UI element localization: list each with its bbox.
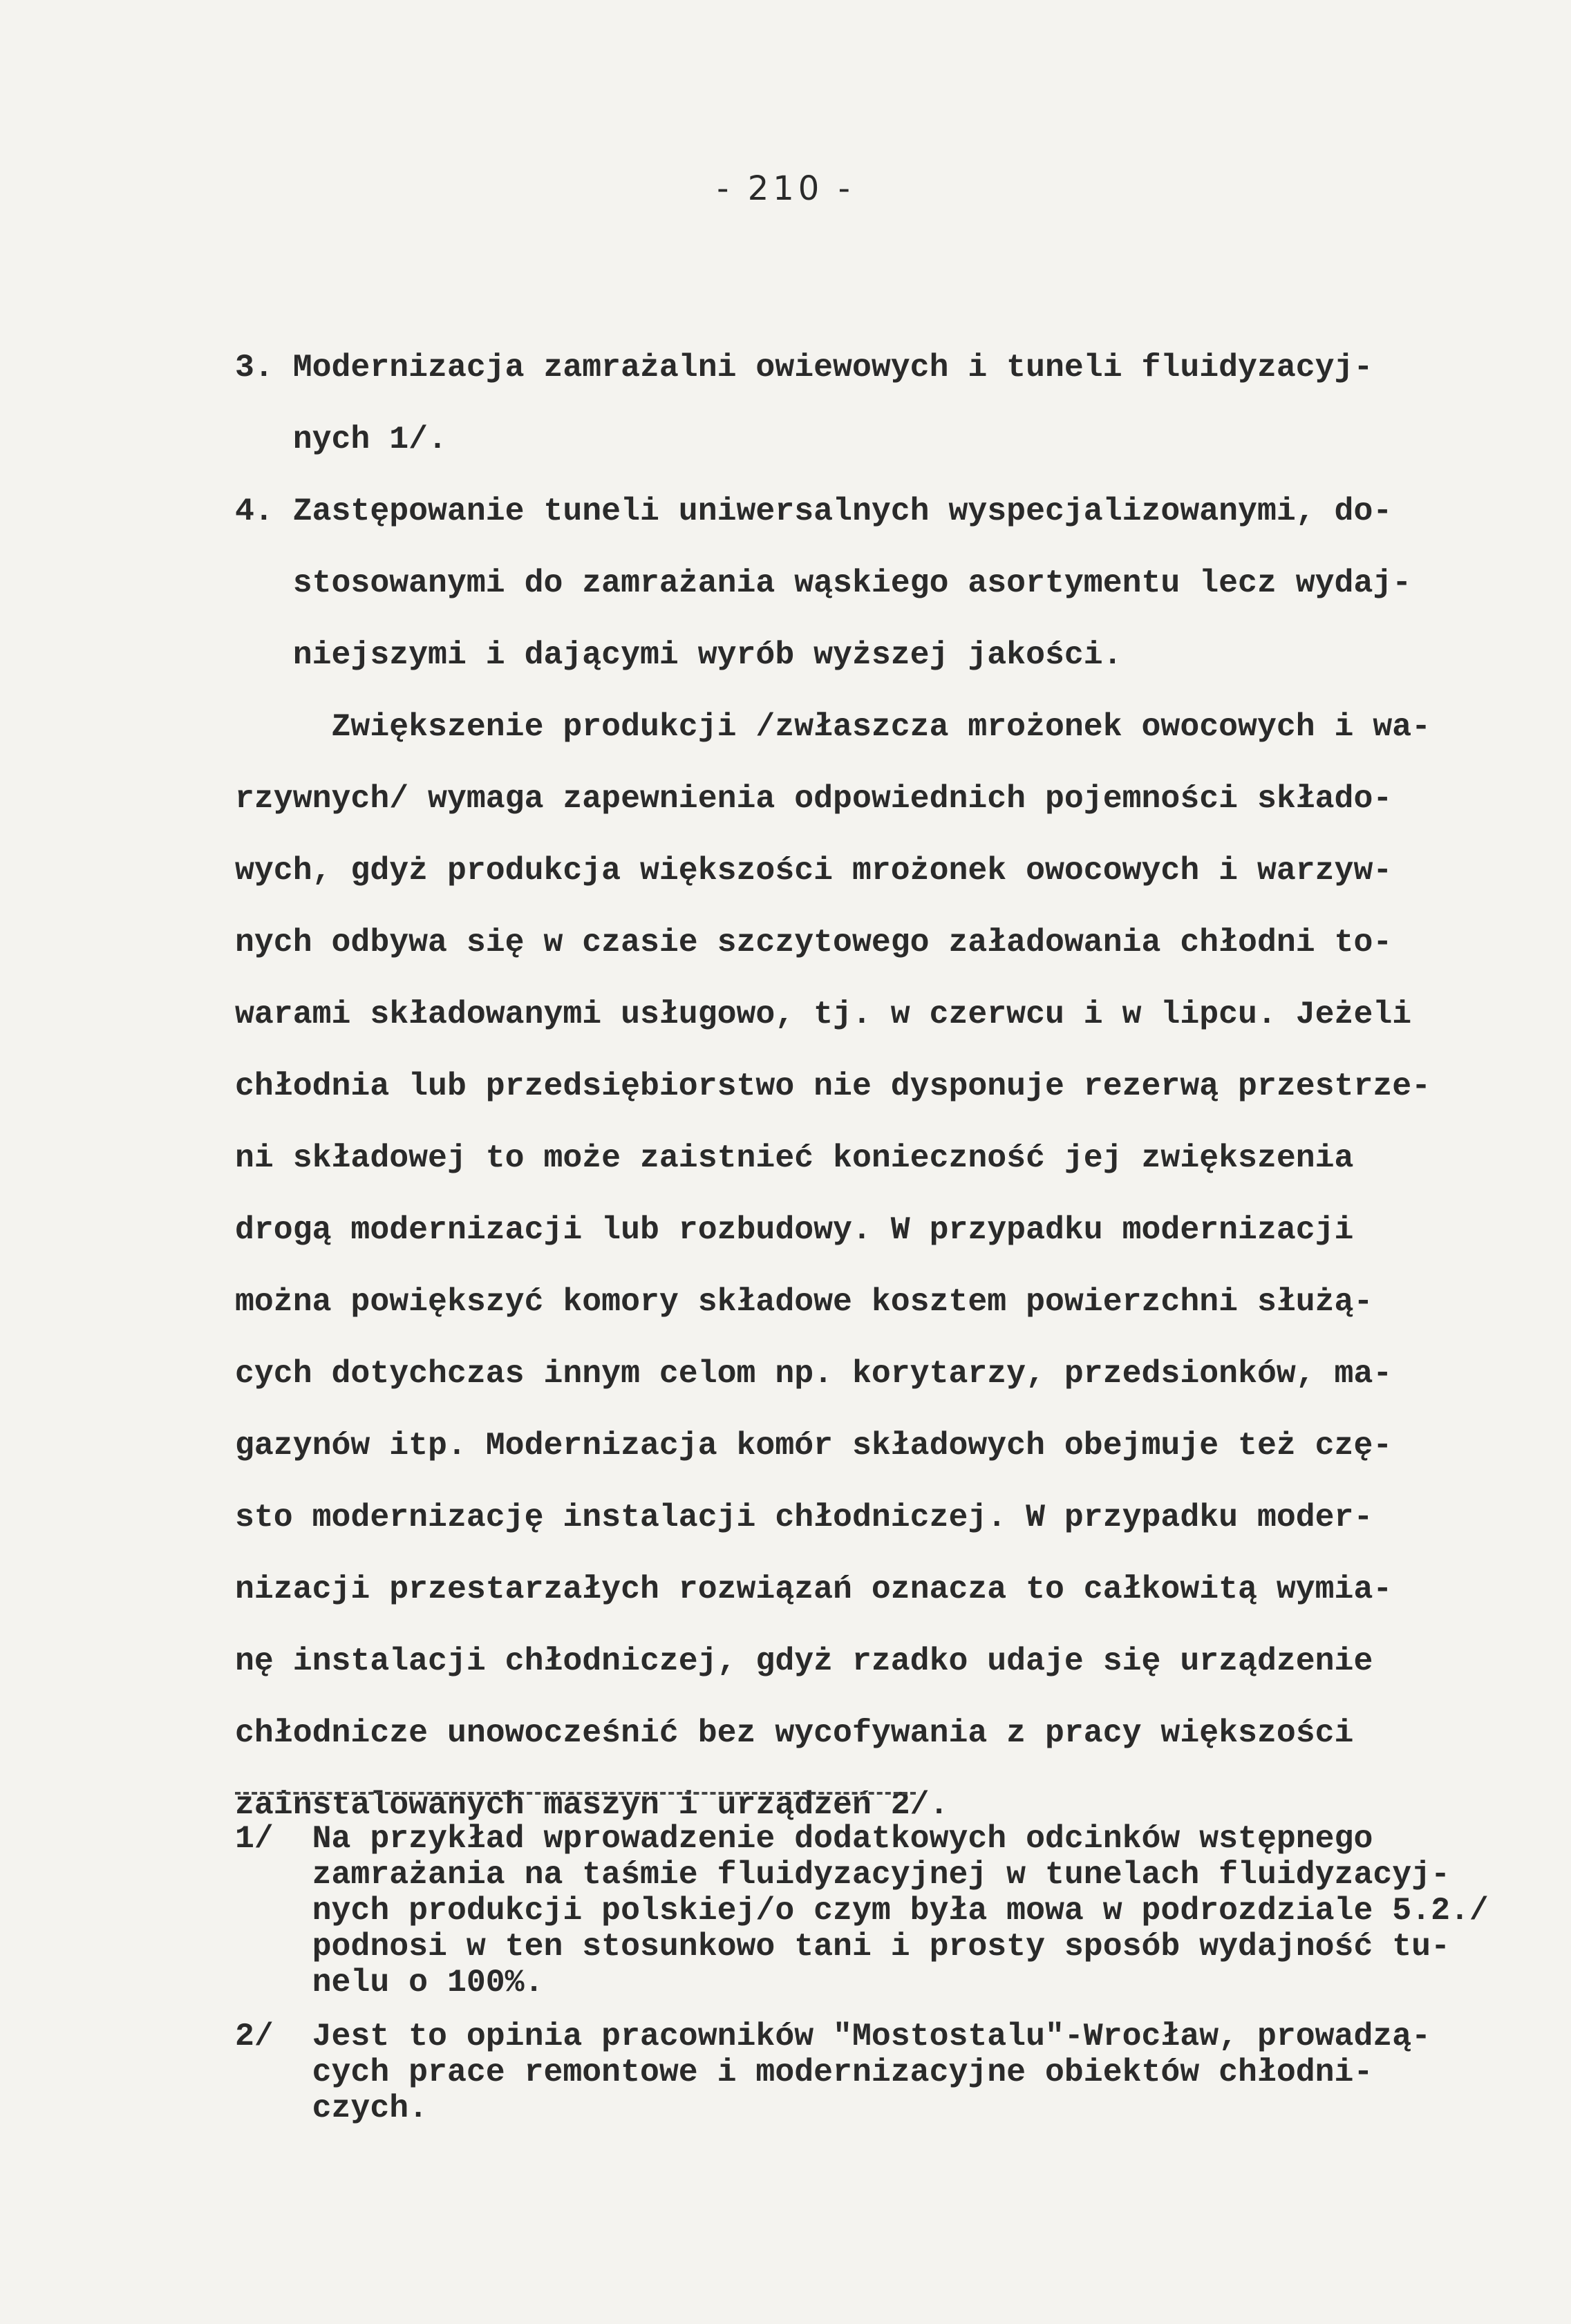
body-line: nych odbywa się w czasie szczytowego załadowania chłodni to- (235, 924, 1393, 961)
body-line: nę instalacji chłodniczej, gdyż rzadko udaje się urządzenie (235, 1643, 1373, 1679)
body-line: zainstalowanych maszyn i urządzeń 2/. (235, 1786, 949, 1823)
body-line: chłodnicze unowocześnić bez wycofywania z pracy większości (235, 1714, 1354, 1751)
body-line: warami składowanymi usługowo, tj. w czerwcu i w lipcu. Jeżeli (235, 996, 1412, 1032)
footnote-line: czych. (235, 2090, 429, 2126)
body-line: chłodnia lub przedsiębiorstwo nie dysponuje rezerwą przestrze- (235, 1068, 1431, 1104)
body-line: ni składowej to może zaistnieć konieczność jej zwiększenia (235, 1140, 1354, 1176)
footnote-1 (235, 1821, 1548, 2001)
footnote-line: 2/ Jest to opinia pracowników "Mostostalu"-Wrocław, prowadzą- (235, 2018, 1431, 2054)
footnote-gap (235, 2001, 1548, 2019)
body-line: sto modernizację instalacji chłodniczej. W przypadku moder- (235, 1499, 1373, 1536)
body-line: można powiększyć komory składowe kosztem powierzchni służą- (235, 1283, 1373, 1320)
body-line: niejszymi i dającymi wyrób wyższej jakości. (235, 636, 1122, 673)
footnote-line: nych produkcji polskiej/o czym była mowa w podrozdziale 5.2./ (235, 1892, 1489, 1929)
page-number: - 210 - (717, 169, 854, 208)
body-line: Zwiększenie produkcji /zwłaszcza mrożonek owocowych i wa- (235, 708, 1431, 745)
body-line: nizacji przestarzałych rozwiązań oznacza to całkowitą wymia- (235, 1571, 1393, 1607)
body-line: 3. Modernizacja zamrażalni owiewowych i tuneli fluidyzacyj- (235, 349, 1373, 386)
footnote-line: podnosi w ten stosunkowo tani i prosty sposób wydajność tu- (235, 1928, 1450, 1965)
body-line: wych, gdyż produkcja większości mrożonek owocowych i warzyw- (235, 852, 1393, 889)
footnote-line: cych prace remontowe i modernizacyjne obiektów chłodni- (235, 2054, 1373, 2090)
body-line: cych dotychczas innym celom np. korytarzy, przedsionków, ma- (235, 1355, 1393, 1392)
body-line: rzywnych/ wymaga zapewnienia odpowiednich pojemności składo- (235, 780, 1393, 817)
footnote-line: 1/ Na przykład wprowadzenie dodatkowych odcinków wstępnego (235, 1820, 1373, 1857)
footnote-line: nelu o 100%. (235, 1964, 544, 2001)
body-text (235, 332, 1548, 1841)
footnote-2 (235, 2019, 1548, 2126)
footnote-divider (235, 1792, 916, 1795)
footnotes (235, 1821, 1548, 2126)
body-line: 4. Zastępowanie tuneli uniwersalnych wyspecjalizowanymi, do- (235, 493, 1393, 529)
body-line: drogą modernizacji lub rozbudowy. W przypadku modernizacji (235, 1211, 1354, 1248)
body-line: gazynów itp. Modernizacja komór składowych obejmuje też czę- (235, 1427, 1393, 1464)
body-line: stosowanymi do zamrażania wąskiego asortymentu lecz wydaj- (235, 565, 1412, 601)
body-line: nych 1/. (235, 421, 447, 457)
footnote-line: zamrażania na taśmie fluidyzacyjnej w tunelach fluidyzacyj- (235, 1856, 1450, 1893)
